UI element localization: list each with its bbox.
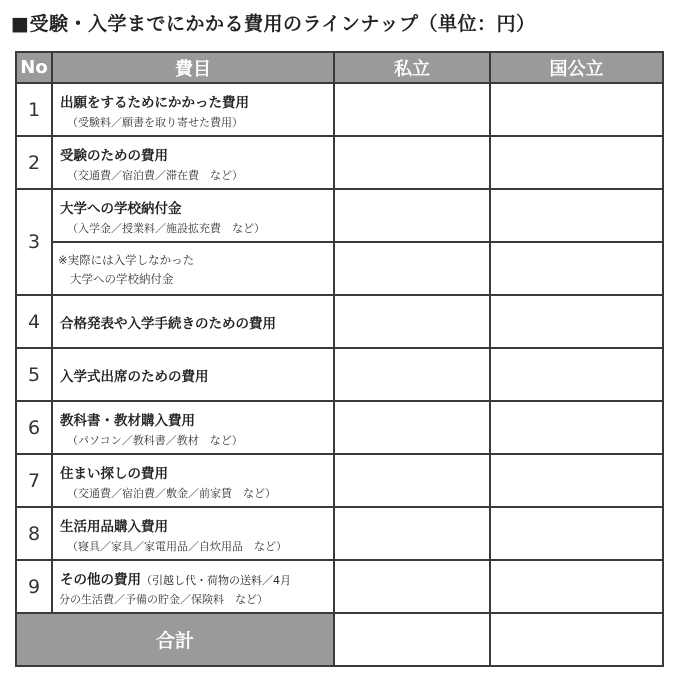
- item-title: 出願をするためにかかった費用: [60, 95, 249, 111]
- row-number: 9: [16, 560, 52, 613]
- item-cell: [52, 136, 334, 189]
- item-cell: [52, 189, 334, 242]
- table-row: [16, 401, 663, 454]
- item-cell: [52, 507, 334, 560]
- table-row: [16, 454, 663, 507]
- table-row: [16, 507, 663, 560]
- table-row: [16, 189, 663, 242]
- private-cost-cell[interactable]: [334, 136, 490, 189]
- public-cost-cell[interactable]: [490, 83, 663, 136]
- row-number: 4: [16, 295, 52, 348]
- private-cost-cell[interactable]: [334, 189, 490, 242]
- item-title: 受験のための費用: [60, 148, 168, 164]
- header-public: 国公立: [490, 52, 663, 83]
- row-number: 6: [16, 401, 52, 454]
- item-detail: 分の生活費／予備の貯金／保険料 など）: [59, 593, 268, 606]
- item-title: 生活用品購入費用: [60, 519, 168, 535]
- table-row: [16, 136, 663, 189]
- item-cell: [52, 242, 334, 295]
- table-row: [16, 83, 663, 136]
- private-cost-cell[interactable]: [334, 295, 490, 348]
- note-line-1: ※実際には入学しなかった: [58, 253, 195, 267]
- item-detail: （交通費／宿泊費／敷金／前家賃 など）: [67, 487, 276, 500]
- table-row: [16, 295, 663, 348]
- header-no: No: [16, 52, 52, 83]
- item-detail: （パソコン／教科書／教材 など）: [67, 434, 243, 447]
- row-number: 7: [16, 454, 52, 507]
- row-number: 3: [16, 189, 52, 295]
- total-row: [16, 613, 663, 666]
- table-row: [16, 242, 663, 295]
- item-title: 大学への学校納付金: [60, 201, 182, 217]
- item-detail: （交通費／宿泊費／滞在費 など）: [67, 169, 243, 182]
- item-note: [58, 251, 333, 289]
- item-cell: [52, 454, 334, 507]
- public-cost-cell[interactable]: [490, 401, 663, 454]
- page-title: ■受験・入学までにかかる費用のラインナップ（単位：円）: [11, 13, 536, 35]
- row-number: 8: [16, 507, 52, 560]
- item-title: 入学式出席のための費用: [60, 368, 209, 385]
- note-line-2: 大学への学校納付金: [70, 272, 174, 286]
- item-cell: [52, 560, 334, 613]
- public-total-cell[interactable]: [490, 613, 663, 666]
- public-cost-cell[interactable]: [490, 454, 663, 507]
- cost-table: [15, 51, 664, 667]
- item-cell: [52, 348, 334, 401]
- private-total-cell[interactable]: [334, 613, 490, 666]
- row-number: 1: [16, 83, 52, 136]
- header-row: [16, 52, 663, 83]
- public-cost-cell[interactable]: [490, 295, 663, 348]
- header-item: 費目: [52, 52, 334, 83]
- row-number: 2: [16, 136, 52, 189]
- public-cost-cell[interactable]: [490, 560, 663, 613]
- header-private: 私立: [334, 52, 490, 83]
- public-cost-cell[interactable]: [490, 136, 663, 189]
- item-title: 合格発表や入学手続きのための費用: [60, 315, 276, 332]
- item-detail: （受験料／願書を取り寄せた費用）: [67, 116, 243, 129]
- table-row: [16, 560, 663, 613]
- public-cost-cell[interactable]: [490, 242, 663, 295]
- table-row: [16, 348, 663, 401]
- private-cost-cell[interactable]: [334, 507, 490, 560]
- private-cost-cell[interactable]: [334, 348, 490, 401]
- item-detail-inline: （引越し代・荷物の送料／4月: [141, 574, 291, 587]
- item-detail: （入学金／授業料／施設拡充費 など）: [67, 222, 265, 235]
- item-title-text: その他の費用: [60, 572, 141, 588]
- public-cost-cell[interactable]: [490, 507, 663, 560]
- item-detail: （寝具／家具／家電用品／自炊用品 など）: [67, 540, 287, 553]
- row-number: 5: [16, 348, 52, 401]
- total-label: 合計: [16, 613, 334, 666]
- public-cost-cell[interactable]: [490, 189, 663, 242]
- private-cost-cell[interactable]: [334, 454, 490, 507]
- private-cost-cell[interactable]: [334, 242, 490, 295]
- private-cost-cell[interactable]: [334, 560, 490, 613]
- public-cost-cell[interactable]: [490, 348, 663, 401]
- item-title: 教科書・教材購入費用: [60, 413, 195, 429]
- item-cell: [52, 295, 334, 348]
- private-cost-cell[interactable]: [334, 401, 490, 454]
- private-cost-cell[interactable]: [334, 83, 490, 136]
- item-cell: [52, 83, 334, 136]
- item-title: [60, 568, 333, 588]
- item-cell: [52, 401, 334, 454]
- item-title: 住まい探しの費用: [60, 466, 168, 482]
